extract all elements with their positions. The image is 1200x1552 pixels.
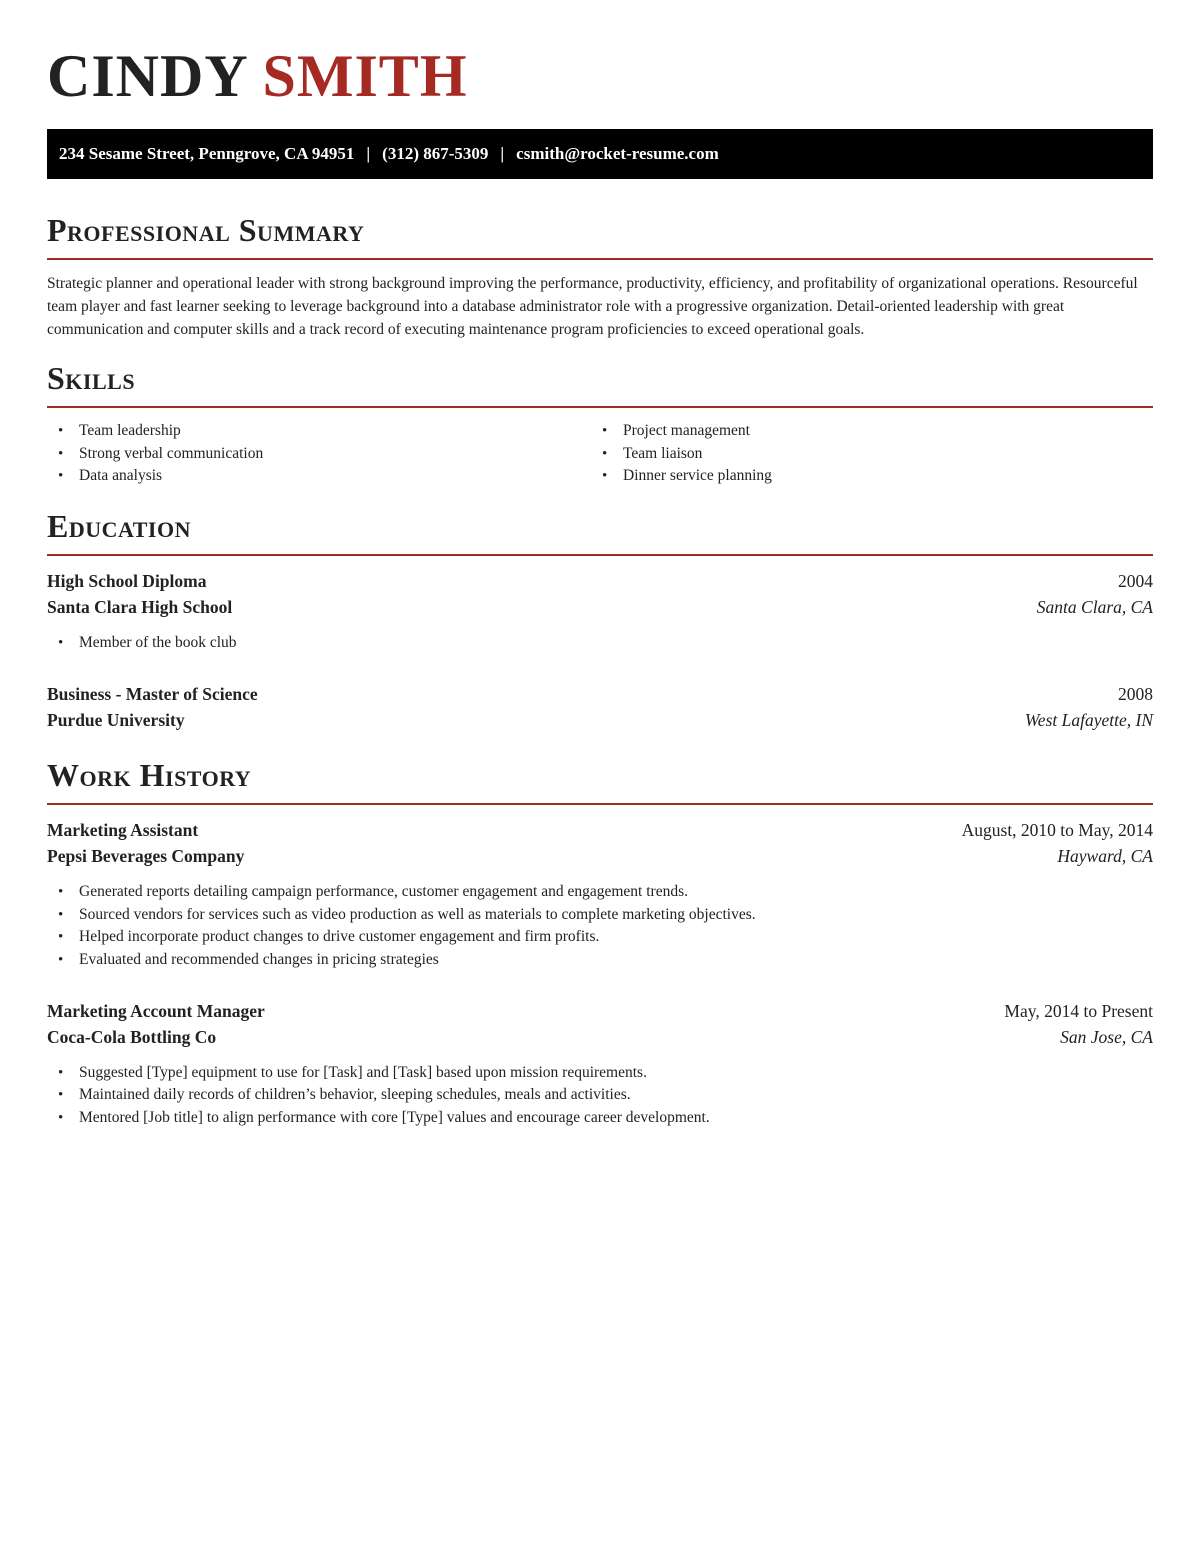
- candidate-name: [47, 40, 1153, 112]
- section-divider: [47, 258, 1153, 260]
- resume-page: [47, 0, 1153, 1130]
- contact-email: csmith@rocket-resume.com: [516, 144, 719, 163]
- work-entry: [47, 998, 1153, 1130]
- summary-heading: Professional Summary: [47, 212, 365, 248]
- skill-item: • Team liaison: [591, 443, 1135, 466]
- entry-header-row: [47, 568, 1153, 594]
- entry-location: Santa Clara, CA: [1036, 597, 1153, 618]
- entry-bullet: • Member of the book club: [47, 632, 1153, 655]
- entry-bullet: • Sourced vendors for services such as video production as well as materials to complete marketing objectives.: [47, 904, 1153, 927]
- education-section: [47, 506, 1153, 733]
- skills-grid: [47, 420, 1153, 488]
- entry-header-row: [47, 817, 1153, 843]
- contact-phone: (312) 867-5309: [382, 144, 489, 163]
- entry-bullet: • Helped incorporate product changes to drive customer engagement and firm profits.: [47, 926, 1153, 949]
- entry-bullet: • Suggested [Type] equipment to use for [Task] and [Task] based upon mission requirements.: [47, 1062, 1153, 1085]
- skill-item: • Strong verbal communication: [47, 443, 591, 466]
- degree-title: Business - Master of Science: [47, 683, 258, 704]
- education-heading: Education: [47, 508, 191, 545]
- entry-bullet: • Generated reports detailing campaign performance, customer engagement and engagement trends.: [47, 881, 1153, 904]
- entry-bullets: [47, 1062, 1153, 1130]
- skill-item: • Data analysis: [47, 465, 591, 488]
- entry-date: August, 2010 to May, 2014: [961, 819, 1153, 840]
- contact-address: 234 Sesame Street, Penngrove, CA 94951: [59, 144, 355, 163]
- skills-section: [47, 358, 1153, 488]
- entry-date: 2004: [1118, 571, 1153, 592]
- entry-location: West Lafayette, IN: [1024, 709, 1153, 730]
- section-divider: [47, 406, 1153, 408]
- skill-item: • Team leadership: [47, 420, 591, 443]
- contact-separator: |: [500, 144, 505, 163]
- first-name: CINDY: [47, 43, 247, 109]
- school-name: Purdue University: [47, 709, 185, 730]
- entry-date: May, 2014 to Present: [1004, 1000, 1153, 1021]
- entry-org-row: [47, 843, 1153, 869]
- last-name: SMITH: [262, 43, 468, 109]
- entry-date: 2008: [1118, 683, 1153, 704]
- entry-location: Hayward, CA: [1057, 845, 1153, 866]
- work-entry: [47, 817, 1153, 972]
- entry-org-row: [47, 707, 1153, 733]
- education-entry: [47, 568, 1153, 655]
- job-title: Marketing Account Manager: [47, 1000, 265, 1021]
- education-entry: [47, 681, 1153, 733]
- section-divider: [47, 554, 1153, 556]
- job-title: Marketing Assistant: [47, 819, 199, 840]
- entry-bullets: [47, 632, 1153, 655]
- school-name: Santa Clara High School: [47, 597, 233, 618]
- summary-text: Strategic planner and operational leader with strong background improving the performance, productivity, efficiency, and profitability of organizational operations. Resourceful team player and fast learner seeking to leverage background into a database administrator role with a progressive organization. Detail-oriented leadership with great communication and computer skills and a track record of executing maintenance program proficiencies to exceed operational goals.: [47, 275, 1138, 338]
- skill-item: • Dinner service planning: [591, 465, 1135, 488]
- summary-section: [47, 210, 1153, 341]
- skills-left-list: [47, 420, 591, 488]
- skill-item: • Project management: [591, 420, 1135, 443]
- entry-header-row: [47, 998, 1153, 1024]
- entry-org-row: [47, 594, 1153, 620]
- degree-title: High School Diploma: [47, 571, 207, 592]
- work-heading: Work History: [47, 756, 252, 793]
- contact-separator: |: [366, 144, 371, 163]
- company-name: Pepsi Beverages Company: [47, 845, 245, 866]
- entry-org-row: [47, 1024, 1153, 1050]
- entry-header-row: [47, 681, 1153, 707]
- entry-bullets: [47, 881, 1153, 972]
- company-name: Coca-Cola Bottling Co: [47, 1026, 217, 1047]
- section-divider: [47, 803, 1153, 805]
- entry-location: San Jose, CA: [1060, 1026, 1153, 1047]
- contact-bar: [47, 129, 1153, 179]
- skills-heading: Skills: [47, 360, 136, 396]
- work-section: [47, 755, 1153, 1130]
- entry-bullet: • Mentored [Job title] to align performance with core [Type] values and encourage career development.: [47, 1107, 1153, 1130]
- skills-right-list: [591, 420, 1135, 488]
- entry-bullet: • Maintained daily records of children’s behavior, sleeping schedules, meals and activities.: [47, 1084, 1153, 1107]
- entry-bullet: • Evaluated and recommended changes in pricing strategies: [47, 949, 1153, 972]
